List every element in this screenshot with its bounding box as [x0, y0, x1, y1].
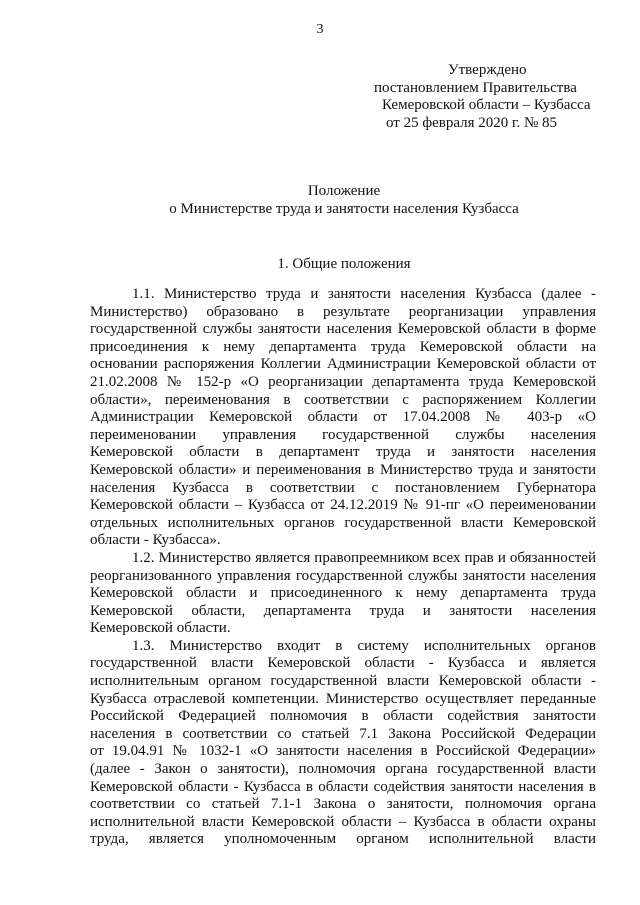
document-title [0, 182, 640, 218]
paragraph-line: государственной службы занятости населения Кемеровской области в форме [90, 321, 596, 338]
approval-stamp [370, 62, 620, 132]
paragraph-line: (далее - Закон о занятости), полномочия органа государственной власти [90, 761, 596, 778]
paragraph-line: труда, является уполномоченным органом исполнительной власти [90, 831, 596, 848]
paragraph-line: от 19.04.91 № 1032-1 «О занятости населения в Российской Федерации» [90, 743, 596, 760]
paragraph-line: реорганизованного управления государственной службы занятости населения [90, 567, 596, 584]
paragraph-line: населения в соответствии со статьей 7.1 Закона Российской Федерации [90, 725, 596, 742]
document-subtitle-line: о Министерстве труда и занятости населения Кузбасса [169, 201, 519, 217]
approval-line: Кемеровской области – Кузбасса [382, 97, 591, 113]
section-heading: 1. Общие положения [277, 256, 411, 272]
paragraph-line: области», переименования в соответствии с распоряжением Коллегии [90, 391, 596, 408]
paragraph-line: основании распоряжения Коллегии Администрации Кемеровской области от [90, 356, 596, 373]
paragraph-line: переименовании управления государственной службы населения [90, 426, 596, 443]
paragraph-line: Министерство) образовано в результате реорганизации управления [90, 303, 596, 320]
paragraph-line: отдельных исполнительных органов государственной власти Кемеровской [90, 514, 596, 531]
paragraph-line: Кемеровской области и присоединенного к нему департамента труда [90, 585, 596, 602]
paragraph-line: исполнительной власти Кемеровской области – Кузбасса в области охраны [90, 813, 596, 830]
paragraph-line: Кемеровской области. [90, 620, 231, 637]
paragraph-line: соответствии со статьей 7.1-1 Закона о занятости, полномочия органа [90, 796, 596, 813]
body-text [90, 286, 596, 849]
paragraph-line: присоединения к нему департамента труда Кемеровской области на [90, 338, 596, 355]
paragraph-line: 1.3. Министерство входит в систему исполнительных органов [132, 637, 596, 654]
approval-line: Утверждено [448, 62, 527, 78]
approval-line: постановлением Правительства [374, 79, 577, 96]
paragraph-line: 21.02.2008 № 152-р «О реорганизации департамента труда Кемеровской [90, 373, 596, 390]
paragraph-line: Российской Федерацией полномочия в области содействия занятости [90, 708, 596, 725]
paragraph-line: Кемеровской области в департамент труда и занятости населения [90, 444, 596, 461]
document-title-line: Положение [307, 183, 381, 199]
paragraph-line: Кузбасса отраслевой компетенции. Министерство осуществляет переданные [90, 690, 596, 707]
paragraph-line: 1.1. Министерство труда и занятости населения Кузбасса (далее - [132, 286, 596, 302]
paragraph-line: 1.2. Министерство является правопреемником всех прав и обязанностей [132, 549, 596, 566]
paragraph-line: государственной власти Кемеровской области - Кузбасса и является [90, 655, 596, 672]
paragraph-line: исполнительным органом государственной власти Кемеровской области - [90, 673, 596, 690]
paragraph-line: Кемеровской области - Кузбасса в области содействия занятости населения в [90, 778, 596, 795]
paragraph-line: населения Кузбасса в соответствии с постановлением Губернатора [90, 479, 596, 496]
paragraph-line: Кемеровской области – Кузбасса от 24.12.2019 № 91-пг «О переименовании [90, 497, 596, 514]
paragraph-line: Кемеровской области, департамента труда и занятости населения [90, 602, 596, 619]
paragraph-line: Кемеровской области» и переименования в Министерство труда и занятости [90, 461, 596, 478]
page-number: 3 [316, 22, 324, 37]
paragraph-line: Администрации Кемеровской области от 17.04.2008 № 403-р «О [90, 409, 596, 426]
paragraph-line: области - Кузбасса». [90, 532, 221, 549]
approval-line: от 25 февраля 2020 г. № 85 [386, 114, 558, 131]
